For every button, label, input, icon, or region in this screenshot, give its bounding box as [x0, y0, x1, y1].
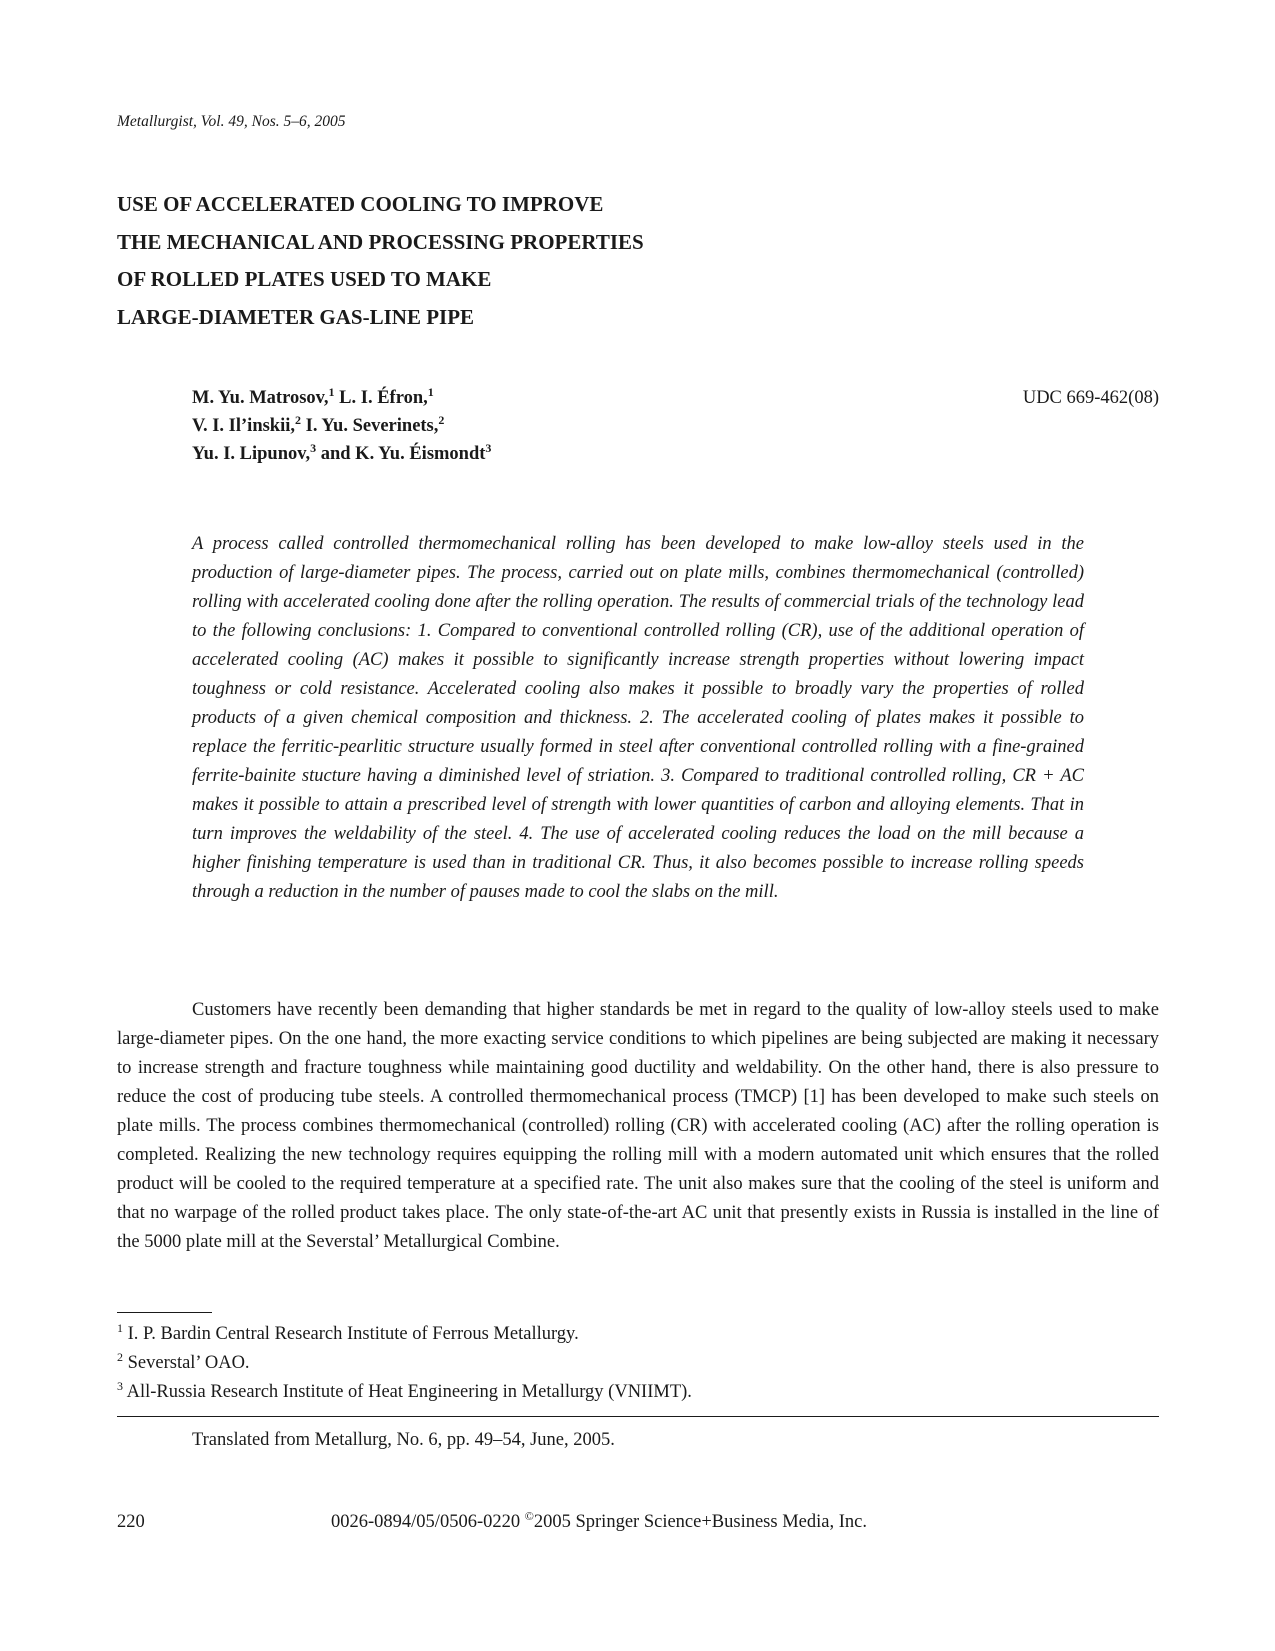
footnote [117, 1349, 1117, 1378]
article-title [117, 186, 837, 336]
affiliation-mark: 2 [295, 412, 301, 427]
footnote-mark: 1 [117, 1320, 123, 1335]
affiliation-mark: 1 [328, 384, 335, 399]
footnote-text: All-Russia Research Institute of Heat Engineering in Metallurgy (VNIIMT). [126, 1382, 692, 1402]
author-name: and K. Yu. Éismondt [320, 444, 486, 464]
author-name: L. I. Éfron, [339, 388, 428, 408]
footnote-text: I. P. Bardin Central Research Institute of Ferrous Metallurgy. [127, 1324, 579, 1344]
affiliation-mark: 3 [310, 440, 317, 455]
author-name: V. I. Il’inskii, [192, 416, 295, 436]
footnote [117, 1378, 1117, 1407]
title-line: OF ROLLED PLATES USED TO MAKE [117, 267, 492, 291]
footnote-divider [117, 1312, 212, 1313]
author-line [192, 412, 491, 440]
author-name: I. Yu. Severinets, [305, 416, 439, 436]
author-line [192, 440, 491, 468]
author-list [192, 384, 491, 468]
footnote [117, 1320, 1117, 1349]
footnotes [117, 1320, 1117, 1407]
body-paragraph: Customers have recently been demanding that higher standards be met in regard to the quality of low-alloy steels used to make large-diameter pipes. On the one hand, the more exacting service conditions to which pipelines are being subjected are making it necessary to increase strength and fracture toughness while maintaining good ductility and weldability. On the other hand, there is also pressure to reduce the cost of producing tube steels. A controlled thermomechanical process (TMCP) [1] has been developed to make such steels on plate mills. The process combines thermomechanical (controlled) rolling (CR) with accelerated cooling (AC) after the rolling operation is completed. Realizing the new technology requires equipping the rolling mill with a modern automated unit which ensures that the rolled product will be cooled to the required temperature at a specified rate. The unit also makes sure that the cooling of the steel is uniform and that no warpage of the rolled product takes place. The only state-of-the-art AC unit that presently exists in Russia is installed in the line of the 5000 plate mill at the Severstal’ Metallurgical Combine. [117, 1000, 1159, 1252]
affiliation-mark: 3 [485, 440, 492, 455]
footnote-text: Severstal’ OAO. [127, 1353, 250, 1373]
author-name: M. Yu. Matrosov, [192, 388, 329, 408]
abstract: A process called controlled thermomechanical rolling has been developed to make low-alloy steels used in the production of large-diameter pipes. The process, carried out on plate mills, combines thermomechanical (controlled) rolling with accelerated cooling done after the rolling operation. The results of commercial trials of the technology lead to the following conclusions: 1. Compared to conventional controlled rolling (CR), use of the additional operation of accelerated cooling (AC) makes it possible to significantly increase strength properties without lowering impact toughness or cold resistance. Accelerated cooling also makes it possible to broadly vary the properties of rolled products of a given chemical composition and thickness. 2. The accelerated cooling of plates makes it possible to replace the ferritic-pearlitic structure usually formed in steel after conventional controlled rolling with a fine-grained ferrite-bainite stucture having a diminished level of striation. 3. Compared to traditional controlled rolling, CR + AC makes it possible to attain a prescribed level of strength with lower quantities of carbon and alloying elements. That in turn improves the weldability of the steel. 4. The use of accelerated cooling reduces the load on the mill because a higher finishing temperature is used than in traditional CR. Thus, it also becomes possible to increase rolling speeds through a reduction in the number of pauses made to cool the slabs on the mill. [192, 534, 1084, 902]
copyright-symbol: © [524, 1508, 534, 1523]
affiliation-mark: 2 [438, 412, 445, 427]
page-number: 220 [117, 1512, 145, 1532]
copyright-line [331, 1508, 867, 1536]
title-line: THE MECHANICAL AND PROCESSING PROPERTIES [117, 229, 644, 254]
footnote-mark: 3 [117, 1378, 123, 1393]
author-name: Yu. I. Lipunov, [192, 444, 311, 464]
title-line: USE OF ACCELERATED COOLING TO IMPROVE [117, 192, 604, 216]
udc-code: UDC 669-462(08) [1022, 388, 1159, 408]
affiliation-mark: 1 [427, 384, 434, 399]
publisher: 2005 Springer Science+Business Media, Inc. [533, 1512, 867, 1532]
translation-divider [117, 1416, 1159, 1417]
translation-note: Translated from Metallurg, No. 6, pp. 49–54, June, 2005. [192, 1430, 615, 1450]
title-line: LARGE-DIAMETER GAS-LINE PIPE [117, 304, 475, 329]
issn-code: 0026-0894/05/0506-0220 [331, 1512, 521, 1532]
author-line [192, 384, 491, 412]
footnote-mark: 2 [117, 1349, 123, 1364]
journal-citation: Metallurgist, Vol. 49, Nos. 5–6, 2005 [117, 113, 346, 130]
